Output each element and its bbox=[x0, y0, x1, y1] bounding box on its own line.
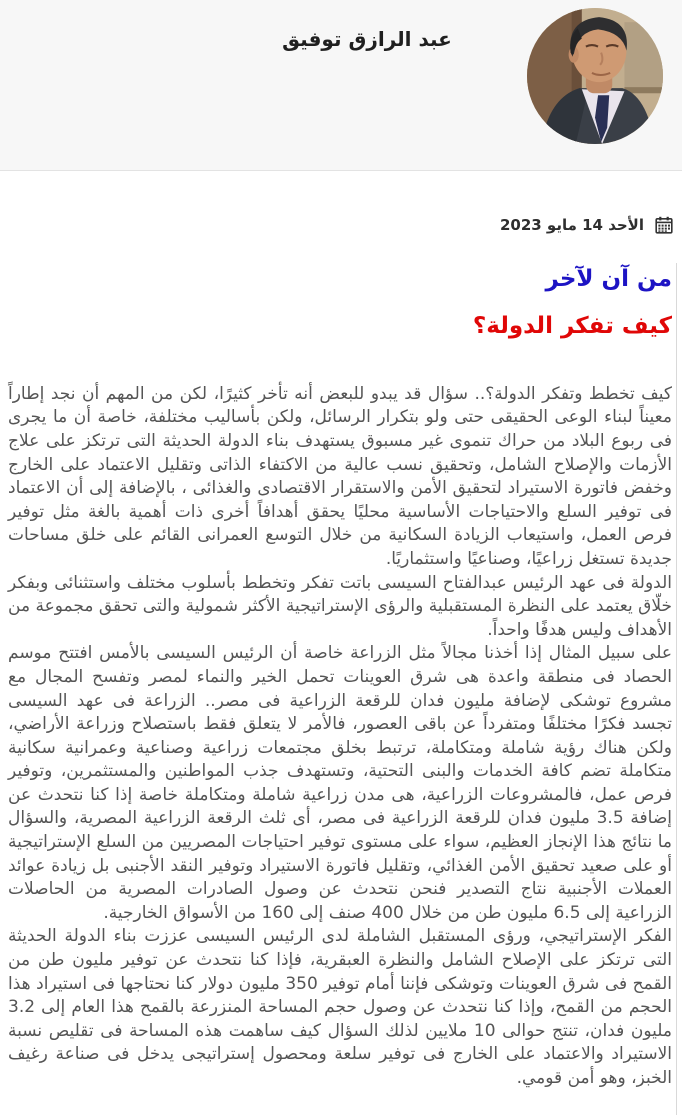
section-title[interactable]: من آن لآخر bbox=[545, 266, 672, 292]
article bbox=[8, 263, 677, 1115]
article-body bbox=[8, 383, 672, 1091]
article-paragraph: كيف تخطط وتفكر الدولة؟.. سؤال قد يبدو للبعض أنه تأخر كثيرًا، لكن من المهم أن نجد إطاراً معيناً لبناء الوعى الحقيقى حتى ولو بتكرار الرسائل، ولكن بأساليب مختلفة، خاصة أن ما يجرى فى ربوع البلاد من حراك تنموى غير مسبوق يستهدف بناء الدولة الحديثة التى ترتكز على علاج الأزمات والإصلاح الشامل، وتحقيق نسب عالية من الاكتفاء الذاتى وتقليل الاعتماد على الخارج وخفض فاتورة الاستيراد لتحقيق الأمن والاستقرار الاقتصادى والغذائى ، بالإضافة إلى أن الاعتماد فى توفير السلع والاحتياجات الأساسية محليًا يحقق أهدافاً أخرى ذات أهمية بالغة مثل توفير فرص العمل، واستيعاب الزيادة السكانية من خلال التوسع العمرانى القائم على خلق مساحات جديدة تستغل زراعيًا، وصناعيًا واستثماريًا. bbox=[8, 383, 672, 569]
calendar-icon bbox=[655, 216, 673, 234]
author-photo bbox=[527, 8, 663, 144]
article-paragraph: الفكر الإستراتيجي، ورؤى المستقبل الشاملة لدى الرئيس السيسى عززت بناء الدولة الحديثة التى ترتكز على الإصلاح الشامل والنظرة العبقرية، فإذا كنا نتحدث عن توفير مليون طن من القمح فى شرق العوينات وتوشكى فإننا أمام توفير 350 مليون دولار كنا نحتاجها فى استيراد هذا الحجم من القمح، وإذا كنا نتحدث عن وصول حجم المساحة المنزرعة بالقمح هذا العام إلى 3.2 مليون فدان، تنتج حوالى 10 ملايين لذلك السؤال كيف ساهمت هذه المساحة فى تقليص نسبة الاستيراد والاعتماد على الخارج فى توفير سلعة ومحصول إستراتيجى يدخل فى صناعة رغيف الخبز، وهو أمن قومي. bbox=[8, 926, 672, 1088]
article-date: الأحد 14 مايو 2023 bbox=[499, 216, 644, 234]
page-header bbox=[0, 0, 682, 171]
author-avatar[interactable] bbox=[527, 8, 663, 144]
article-meta bbox=[0, 171, 682, 234]
article-paragraph: على سبيل المثال إذا أخذنا مجالاً مثل الزراعة خاصة أن الرئيس السيسى بالأمس افتتح موسم الحصاد فى منطقة واعدة هى شرق العوينات تحمل الخير والنماء لمصر وتفسح المجال مع مشروع توشكى لإضافة مليون فدان للرقعة الزراعية فى مصر.. الزراعة فى عهد السيسى تجسد فكرًا مختلفًا ومتفرداً عن باقى العصور، فالأمر لا يتعلق فقط باستصلاح وزراعة الأراضي، ولكن هناك رؤية شاملة ومتكاملة، ترتبط بخلق مجتمعات زراعية وصناعية وعمرانية سكانية متكاملة تضم كافة الخدمات والبنى التحتية، وتستهدف جذب المواطنين والمستثمرين، وتوفير فرص عمل، فالمشروعات الزراعية، هى مدن زراعية شاملة ومتكاملة خاصة إذا كنا نتحدث عن إضافة 3.5 مليون فدان للرقعة الزراعية فى مصر، أى ثلث الرقعة الزراعية المصرية، والسؤال ما نتائج هذا الإنجاز العظيم، سواء على مستوى توفير احتياجات المصريين من السلع الإستراتيجية أو على صعيد تحقيق الأمن الغذائي، وتقليل فاتورة الاستيراد وتوفير النقد الأجنبى بل زيادة عوائد العملات الأجنبية نتاج التصدير فنحن نتحدث عن وصول الصادرات المصرية من الحاصلات الزراعية إلى 6.5 مليون طن من خلال 400 صنف إلى 160 من الأسواق الخارجية. bbox=[8, 643, 672, 923]
author-name[interactable]: عبد الرازق توفيق bbox=[282, 27, 452, 51]
article-paragraph: الدولة فى عهد الرئيس عبدالفتاح السيسى باتت تفكر وتخطط بأسلوب مختلف واستثنائى وبفكر خلّاق يعتمد على النظرة المستقبلية والرؤى الإستراتيجية الأكثر شمولية والتى تحقق مجموعة من الأهداف وليس هدفًا واحداً. bbox=[8, 572, 672, 640]
article-title[interactable]: كيف تفكر الدولة؟ bbox=[472, 312, 672, 339]
